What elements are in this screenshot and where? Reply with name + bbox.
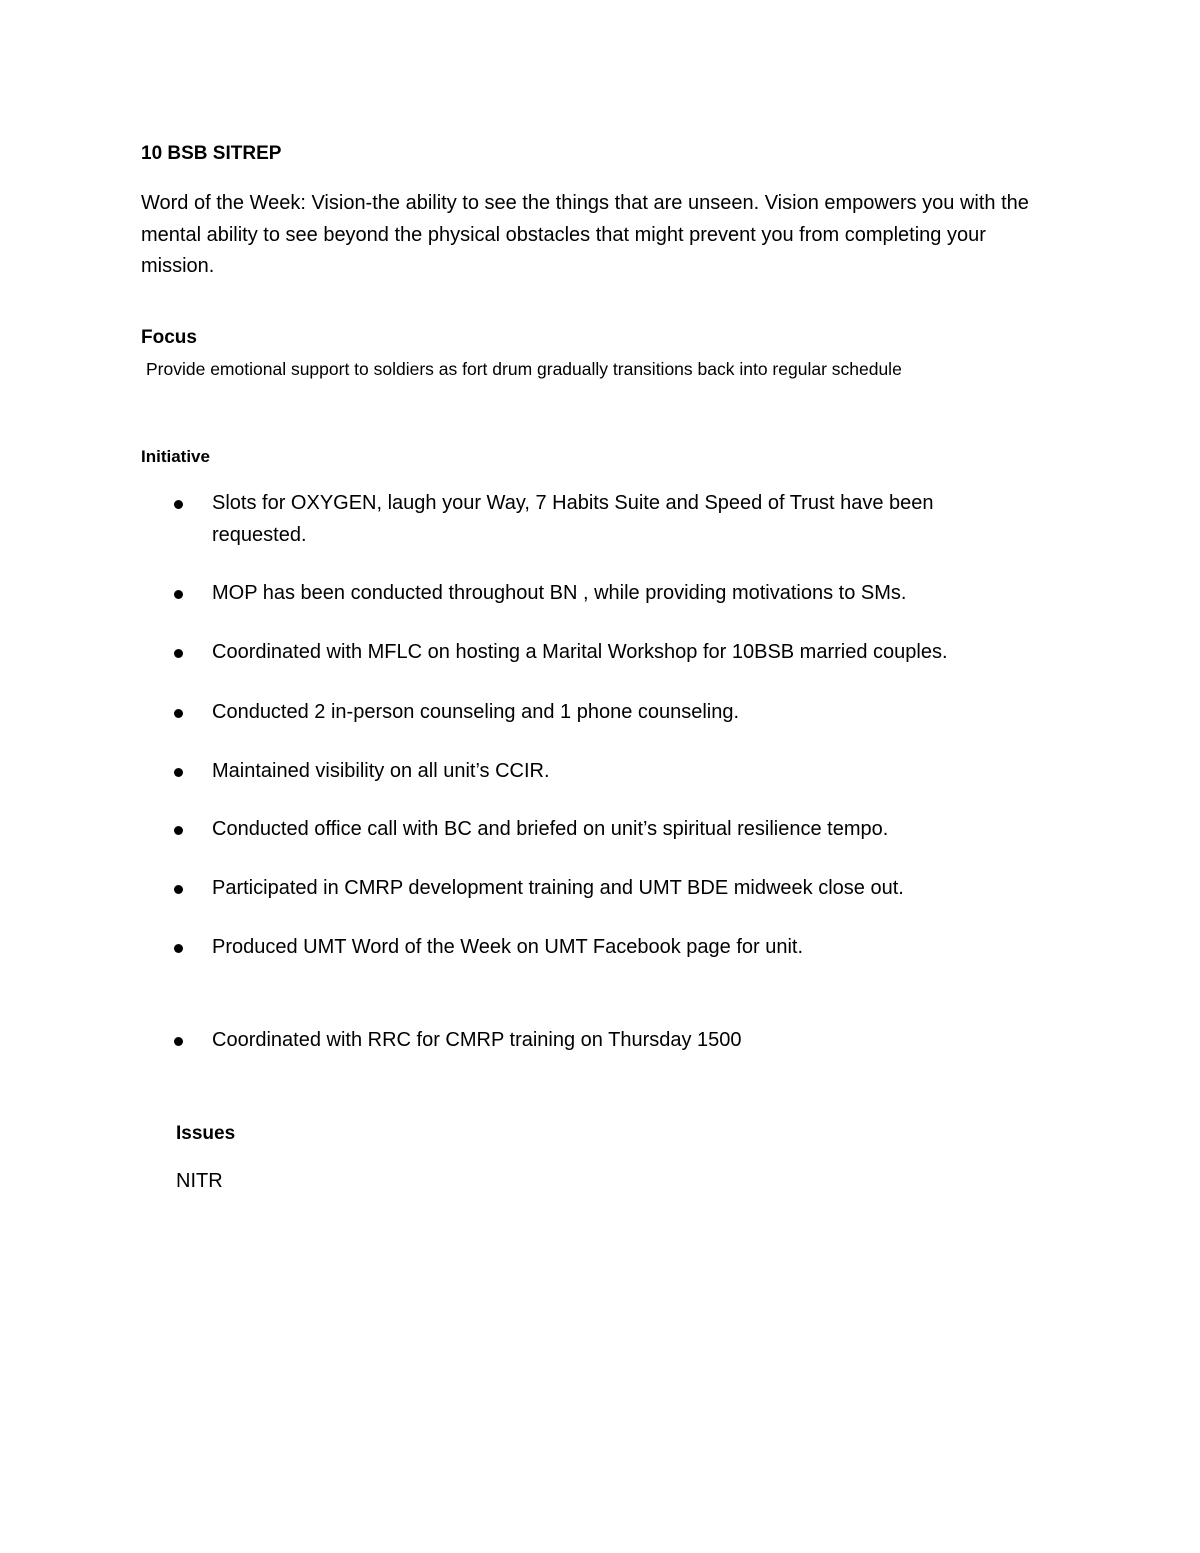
list-item-text: MOP has been conducted throughout BN , while providing motivations to SMs. — [212, 582, 907, 604]
initiative-heading: Initiative — [141, 447, 210, 466]
list-item-text: Conducted 2 in-person counseling and 1 phone counseling. — [212, 701, 740, 723]
issues-text: NITR — [176, 1170, 223, 1192]
list-item — [174, 578, 1014, 610]
list-item — [174, 932, 1014, 964]
list-item — [174, 488, 1014, 551]
list-item — [174, 1025, 1014, 1057]
focus-heading: Focus — [141, 327, 197, 348]
list-item-text: Produced UMT Word of the Week on UMT Facebook page for unit. — [212, 936, 804, 958]
list-item — [174, 697, 1014, 729]
bullet-icon — [174, 826, 183, 835]
list-item-text: Coordinated with MFLC on hosting a Marital Workshop for 10BSB married couples. — [212, 641, 948, 663]
list-item — [174, 756, 1014, 788]
list-item-text: Participated in CMRP development training and UMT BDE midweek close out. — [212, 877, 904, 899]
list-item-text: Coordinated with RRC for CMRP training on Thursday 1500 — [212, 1029, 742, 1051]
bullet-icon — [174, 944, 183, 953]
issues-heading: Issues — [176, 1123, 236, 1144]
list-item — [174, 873, 1014, 905]
focus-text: Provide emotional support to soldiers as fort drum gradually transitions back into regular schedule — [146, 359, 902, 379]
bullet-icon — [174, 709, 183, 718]
bullet-icon — [174, 590, 183, 599]
bullet-icon — [174, 500, 183, 509]
bullet-icon — [174, 649, 183, 658]
word-of-the-week: Word of the Week: Vision-the ability to see the things that are unseen. Vision empowers you with the mental ability to see beyond the physical obstacles that might prevent you from completing your mission. — [141, 192, 1029, 277]
list-item — [174, 637, 1014, 669]
bullet-icon — [174, 1037, 183, 1046]
list-item — [174, 814, 1014, 846]
list-item-text: Slots for OXYGEN, laugh your Way, 7 Habits Suite and Speed of Trust have been requested. — [212, 492, 934, 546]
list-item-text: Maintained visibility on all unit’s CCIR. — [212, 760, 550, 782]
document-title: 10 BSB SITREP — [141, 143, 282, 164]
bullet-icon — [174, 885, 183, 894]
list-item-text: Conducted office call with BC and briefed on unit’s spiritual resilience tempo. — [212, 818, 889, 840]
bullet-icon — [174, 768, 183, 777]
